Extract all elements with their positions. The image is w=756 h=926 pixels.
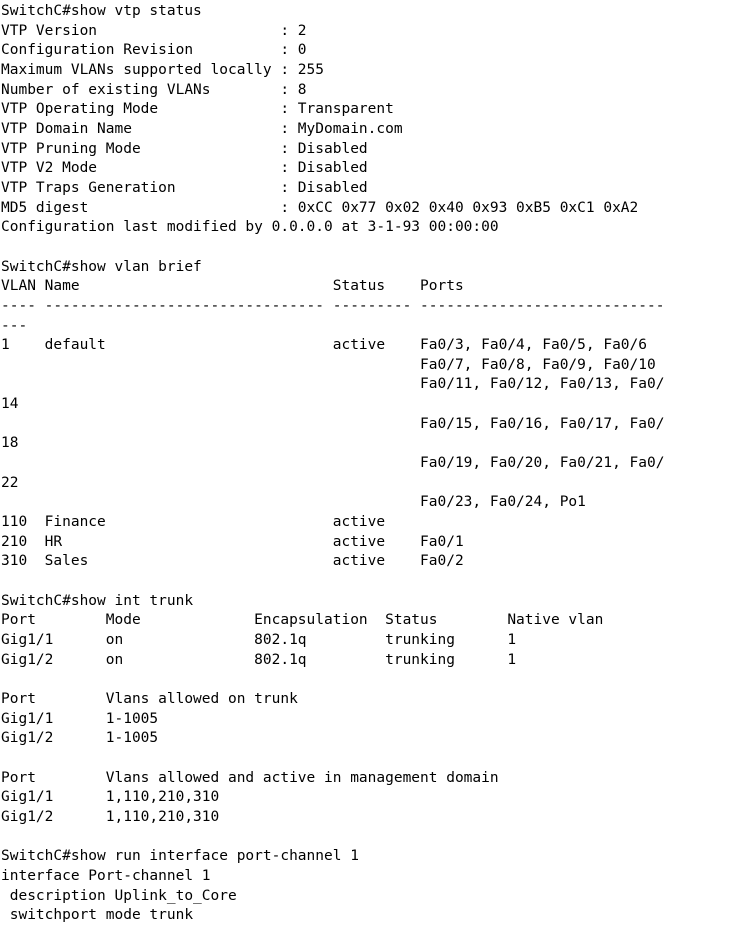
terminal-line: VLAN Name Status Ports [1,278,464,295]
terminal-line: Number of existing VLANs : 8 [1,81,307,98]
terminal-line [1,828,756,848]
terminal-line: Gig1/2 on 802.1q trunking 1 [1,651,517,668]
terminal-line: VTP Operating Mode : Transparent [1,101,394,118]
terminal-line: Fa0/11, Fa0/12, Fa0/13, Fa0/ [1,376,665,393]
terminal-line: VTP Traps Generation : Disabled [1,179,368,196]
terminal-line: 310 Sales active Fa0/2 [1,553,464,570]
terminal-line: SwitchC#show vlan brief [1,258,202,275]
terminal-line: Port Mode Encapsulation Status Native vlan [1,612,604,629]
terminal-line: Gig1/2 1-1005 [1,730,159,747]
terminal-line: description Uplink_to_Core [1,887,237,904]
terminal-line [1,238,756,258]
terminal-line: Gig1/1 1-1005 [1,710,159,727]
terminal-line: Port Vlans allowed on trunk [1,690,298,707]
terminal-line: Fa0/7, Fa0/8, Fa0/9, Fa0/10 [1,356,656,373]
terminal-line: Gig1/2 1,110,210,310 [1,808,220,825]
terminal-line: interface Port-channel 1 [1,867,211,884]
terminal-line: VTP V2 Mode : Disabled [1,160,368,177]
terminal-line: SwitchC#show run interface port-channel 1 [1,848,359,865]
terminal-line: VTP Pruning Mode : Disabled [1,140,368,157]
terminal-line-wrapped: 18 [1,435,19,452]
terminal-line [1,670,756,690]
terminal-line: Fa0/23, Fa0/24, Po1 [1,494,586,511]
terminal-line: switchport mode trunk [1,907,194,924]
terminal-line: Maximum VLANs supported locally : 255 [1,61,325,78]
terminal-line: Gig1/1 on 802.1q trunking 1 [1,632,517,648]
terminal-line-wrapped: --- [1,317,28,334]
terminal-line: VTP Version : 2 [1,22,307,39]
terminal-line-wrapped: 14 [1,396,19,413]
terminal-line [1,749,756,769]
terminal-line: ---- -------------------------------- --------- ---------------------------- [1,297,665,314]
terminal-line: 210 HR active Fa0/1 [1,533,464,550]
terminal-line: Configuration last modified by 0.0.0.0 at 3-1-93 00:00:00 [1,219,499,236]
terminal-line: Fa0/15, Fa0/16, Fa0/17, Fa0/ [1,415,665,432]
terminal-line: MD5 digest : 0xCC 0x77 0x02 0x40 0x93 0xB5 0xC1 0xA2 [1,199,639,216]
terminal-line: Configuration Revision : 0 [1,42,307,59]
terminal-line: SwitchC#show vtp status [1,3,202,19]
terminal-line [1,572,756,592]
terminal-line: 110 Finance active [1,514,386,531]
terminal-line: Gig1/1 1,110,210,310 [1,789,220,806]
terminal-line: Port Vlans allowed and active in management domain [1,769,499,786]
terminal-line-wrapped: 22 [1,474,19,491]
terminal-line: VTP Domain Name : MyDomain.com [1,120,403,137]
terminal-line: 1 default active Fa0/3, Fa0/4, Fa0/5, Fa0/6 [1,337,648,354]
terminal-line: SwitchC#show int trunk [1,592,194,609]
terminal-line: Fa0/19, Fa0/20, Fa0/21, Fa0/ [1,455,665,472]
